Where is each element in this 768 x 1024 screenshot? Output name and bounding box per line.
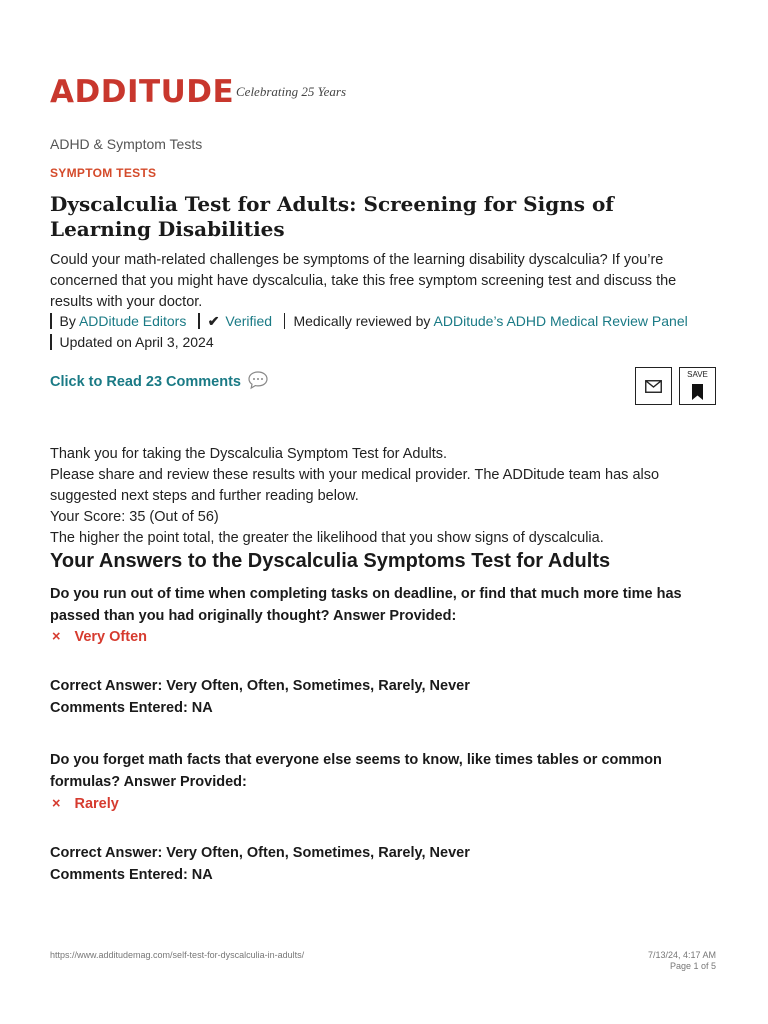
answer-value: Very Often (74, 629, 147, 645)
divider (50, 334, 52, 350)
envelope-icon (645, 380, 662, 398)
byline-prefix: By (59, 313, 76, 329)
correct-answer: Correct Answer: Very Often, Often, Sometimes, Rarely, Never (50, 678, 470, 694)
email-share-button[interactable] (635, 367, 672, 405)
divider (284, 313, 286, 329)
x-mark-icon: × (52, 796, 61, 812)
divider (198, 313, 200, 329)
answer-provided (52, 629, 147, 645)
comments-entered: Comments Entered: NA (50, 867, 213, 883)
byline (50, 312, 688, 330)
additude-logo[interactable]: ADDITUDE (50, 74, 235, 110)
updated-date: Updated on April 3, 2024 (59, 334, 214, 350)
share-line: Please share and review these results with your medical provider. The ADDitude team has also (50, 467, 660, 483)
correct-answer: Correct Answer: Very Often, Often, Sometimes, Rarely, Never (50, 845, 470, 861)
score-line: Your Score: 35 (Out of 56) (50, 509, 219, 525)
divider (50, 313, 52, 329)
verified-link[interactable]: Verified (225, 313, 273, 329)
comments-link[interactable] (50, 370, 269, 394)
page-title: Dyscalculia Test for Adults: Screening for Signs of Learning Disabilities (50, 192, 614, 241)
category-kicker[interactable]: SYMPTOM TESTS (50, 166, 157, 180)
question-text: Do you run out of time when completing tasks on deadline, or find that much more time has passed than you had originally thought? Answer Provided: (50, 586, 682, 624)
results-summary (50, 444, 720, 549)
x-mark-icon: × (52, 629, 61, 645)
logo-tagline: Celebrating 25 Years (236, 84, 347, 99)
intro-paragraph: Could your math-related challenges be symptoms of the learning disability dyscalculia? If you’re concerned that you might have dyscalculia, take this free symptom screening test and discuss the results with your doctor. (50, 252, 677, 310)
footer-meta (648, 950, 716, 972)
answer-provided (52, 796, 119, 812)
checkmark-icon: ✔ (207, 313, 220, 329)
print-datetime: 7/13/24, 4:17 AM (647, 950, 716, 960)
comments-link-label[interactable]: Click to Read 23 Comments (50, 374, 241, 390)
save-button[interactable] (679, 367, 716, 405)
comments-entered: Comments Entered: NA (50, 700, 213, 716)
speech-bubble-icon (247, 370, 269, 394)
reviewed-prefix: Medically reviewed by (293, 313, 431, 329)
thanks-line: Thank you for taking the Dyscalculia Symptom Test for Adults. (50, 446, 448, 462)
page-number: Page 1 of 5 (669, 961, 716, 971)
save-label: SAVE (687, 370, 708, 379)
breadcrumb[interactable]: ADHD & Symptom Tests (50, 136, 203, 152)
answer-value: Rarely (74, 796, 119, 812)
reviewer-link[interactable]: ADDitude’s ADHD Medical Review Panel (433, 313, 688, 329)
share-line: suggested next steps and further reading below. (50, 488, 359, 504)
author-link[interactable]: ADDitude Editors (78, 313, 187, 329)
score-explanation: The higher the point total, the greater the likelihood that you show signs of dyscalculia. (50, 530, 604, 546)
question-text: Do you forget math facts that everyone else seems to know, like times tables or common formulas? Answer Provided: (50, 752, 662, 790)
footer-url: https://www.additudemag.com/self-test-for-dyscalculia-in-adults/ (50, 950, 305, 960)
bookmark-icon (692, 384, 703, 405)
updated-line (50, 333, 214, 351)
answers-heading: Your Answers to the Dyscalculia Symptoms Test for Adults (50, 550, 611, 572)
